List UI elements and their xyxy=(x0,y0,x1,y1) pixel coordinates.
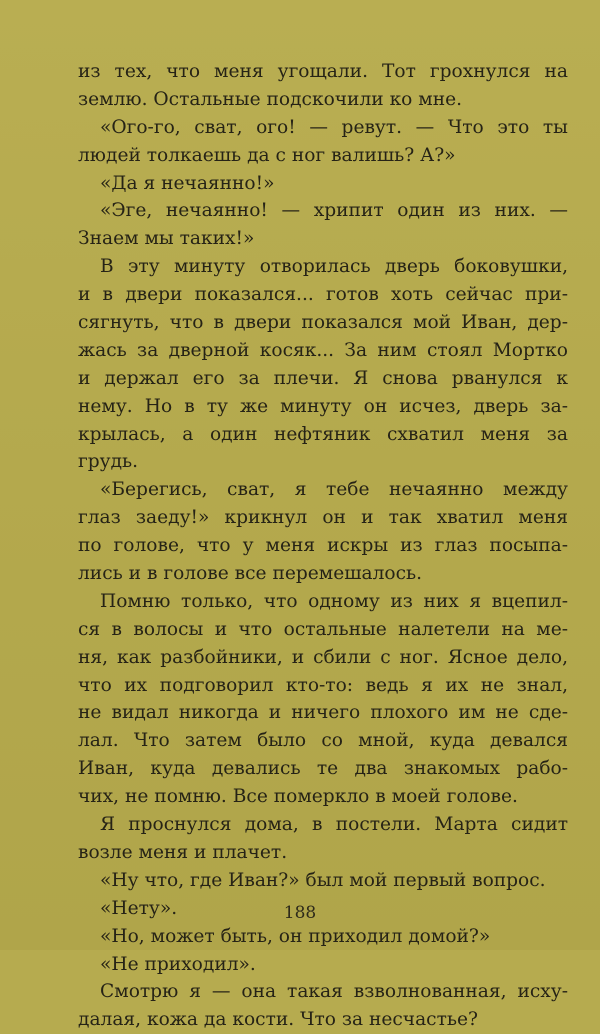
text-line: «Ну что, где Иван?» был мой первый вопрос. xyxy=(100,869,546,891)
text-line: нему. Но в ту же минуту он исчез, дверь за- xyxy=(78,395,568,417)
text-line: Я проснулся дома, в постели. Марта сидит xyxy=(100,814,568,836)
text-line: людей толкаешь да с ног валишь? А?» xyxy=(78,144,456,166)
text-line: лал. Что затем было со мной, куда девался xyxy=(78,730,568,752)
text-line: Знаем мы таких!» xyxy=(78,228,255,250)
text-line: Иван, куда девались те два знакомых рабо- xyxy=(78,758,568,780)
page-number: 188 xyxy=(283,903,317,923)
text-line: «Берегись, сват, я тебе нечаянно между xyxy=(100,479,568,501)
text-line: грудь. xyxy=(78,451,139,473)
text-line: ня, как разбойники, и сбили с ног. Ясное дело, xyxy=(78,646,568,668)
text-line: жась за дверной косяк... За ним стоял Мортко xyxy=(78,339,568,361)
text-line: чих, не помню. Все померкло в моей голове. xyxy=(78,786,518,808)
text-line: далая, кожа да кости. Что за несчастье? xyxy=(78,1009,478,1031)
text-line: Смотрю я — она такая взволнованная, исху- xyxy=(100,981,568,1003)
text-line: из тех, что меня угощали. Тот грохнулся на xyxy=(78,61,568,82)
text-line: «Ого-го, сват, ого! — ревут. — Что это ты xyxy=(100,116,568,138)
text-line: глаз заеду!» крикнул он и так хватил меня xyxy=(78,507,568,529)
text-line: «Не приходил». xyxy=(100,953,256,975)
text-line: крылась, а один нефтяник схватил меня за xyxy=(78,423,568,445)
text-line: возле меня и плачет. xyxy=(78,841,288,863)
text-line: сягнуть, что в двери показался мой Иван, дер- xyxy=(78,312,568,334)
text-line: землю. Остальные подскочили ко мне. xyxy=(78,88,463,110)
text-line: лись и в голове все перемешалось. xyxy=(78,563,423,585)
text-line: что их подговорил кто-то: ведь я их не знал, xyxy=(78,674,568,696)
text-line: «Да я нечаянно!» xyxy=(100,172,275,194)
text-line: «Но, может быть, он приходил домой?» xyxy=(100,925,491,947)
text-line: В эту минуту отворилась дверь боковушки, xyxy=(100,256,568,278)
text-line: ся в волосы и что остальные налетели на ме- xyxy=(78,618,568,640)
text-line: Помню только, что одному из них я вцепил- xyxy=(100,590,568,612)
text-line: «Эге, нечаянно! — хрипит один из них. — xyxy=(100,200,568,222)
text-line: и в двери показался... готов хоть сейчас при- xyxy=(78,284,568,306)
text-line: не видал никогда и ничего плохого им не сде- xyxy=(78,702,568,724)
text-line: «Нету». xyxy=(100,897,178,919)
text-line: и держал его за плечи. Я снова рванулся к xyxy=(78,367,568,389)
body-text xyxy=(78,58,568,1034)
text-line: по голове, что у меня искры из глаз посыпа- xyxy=(78,535,568,557)
